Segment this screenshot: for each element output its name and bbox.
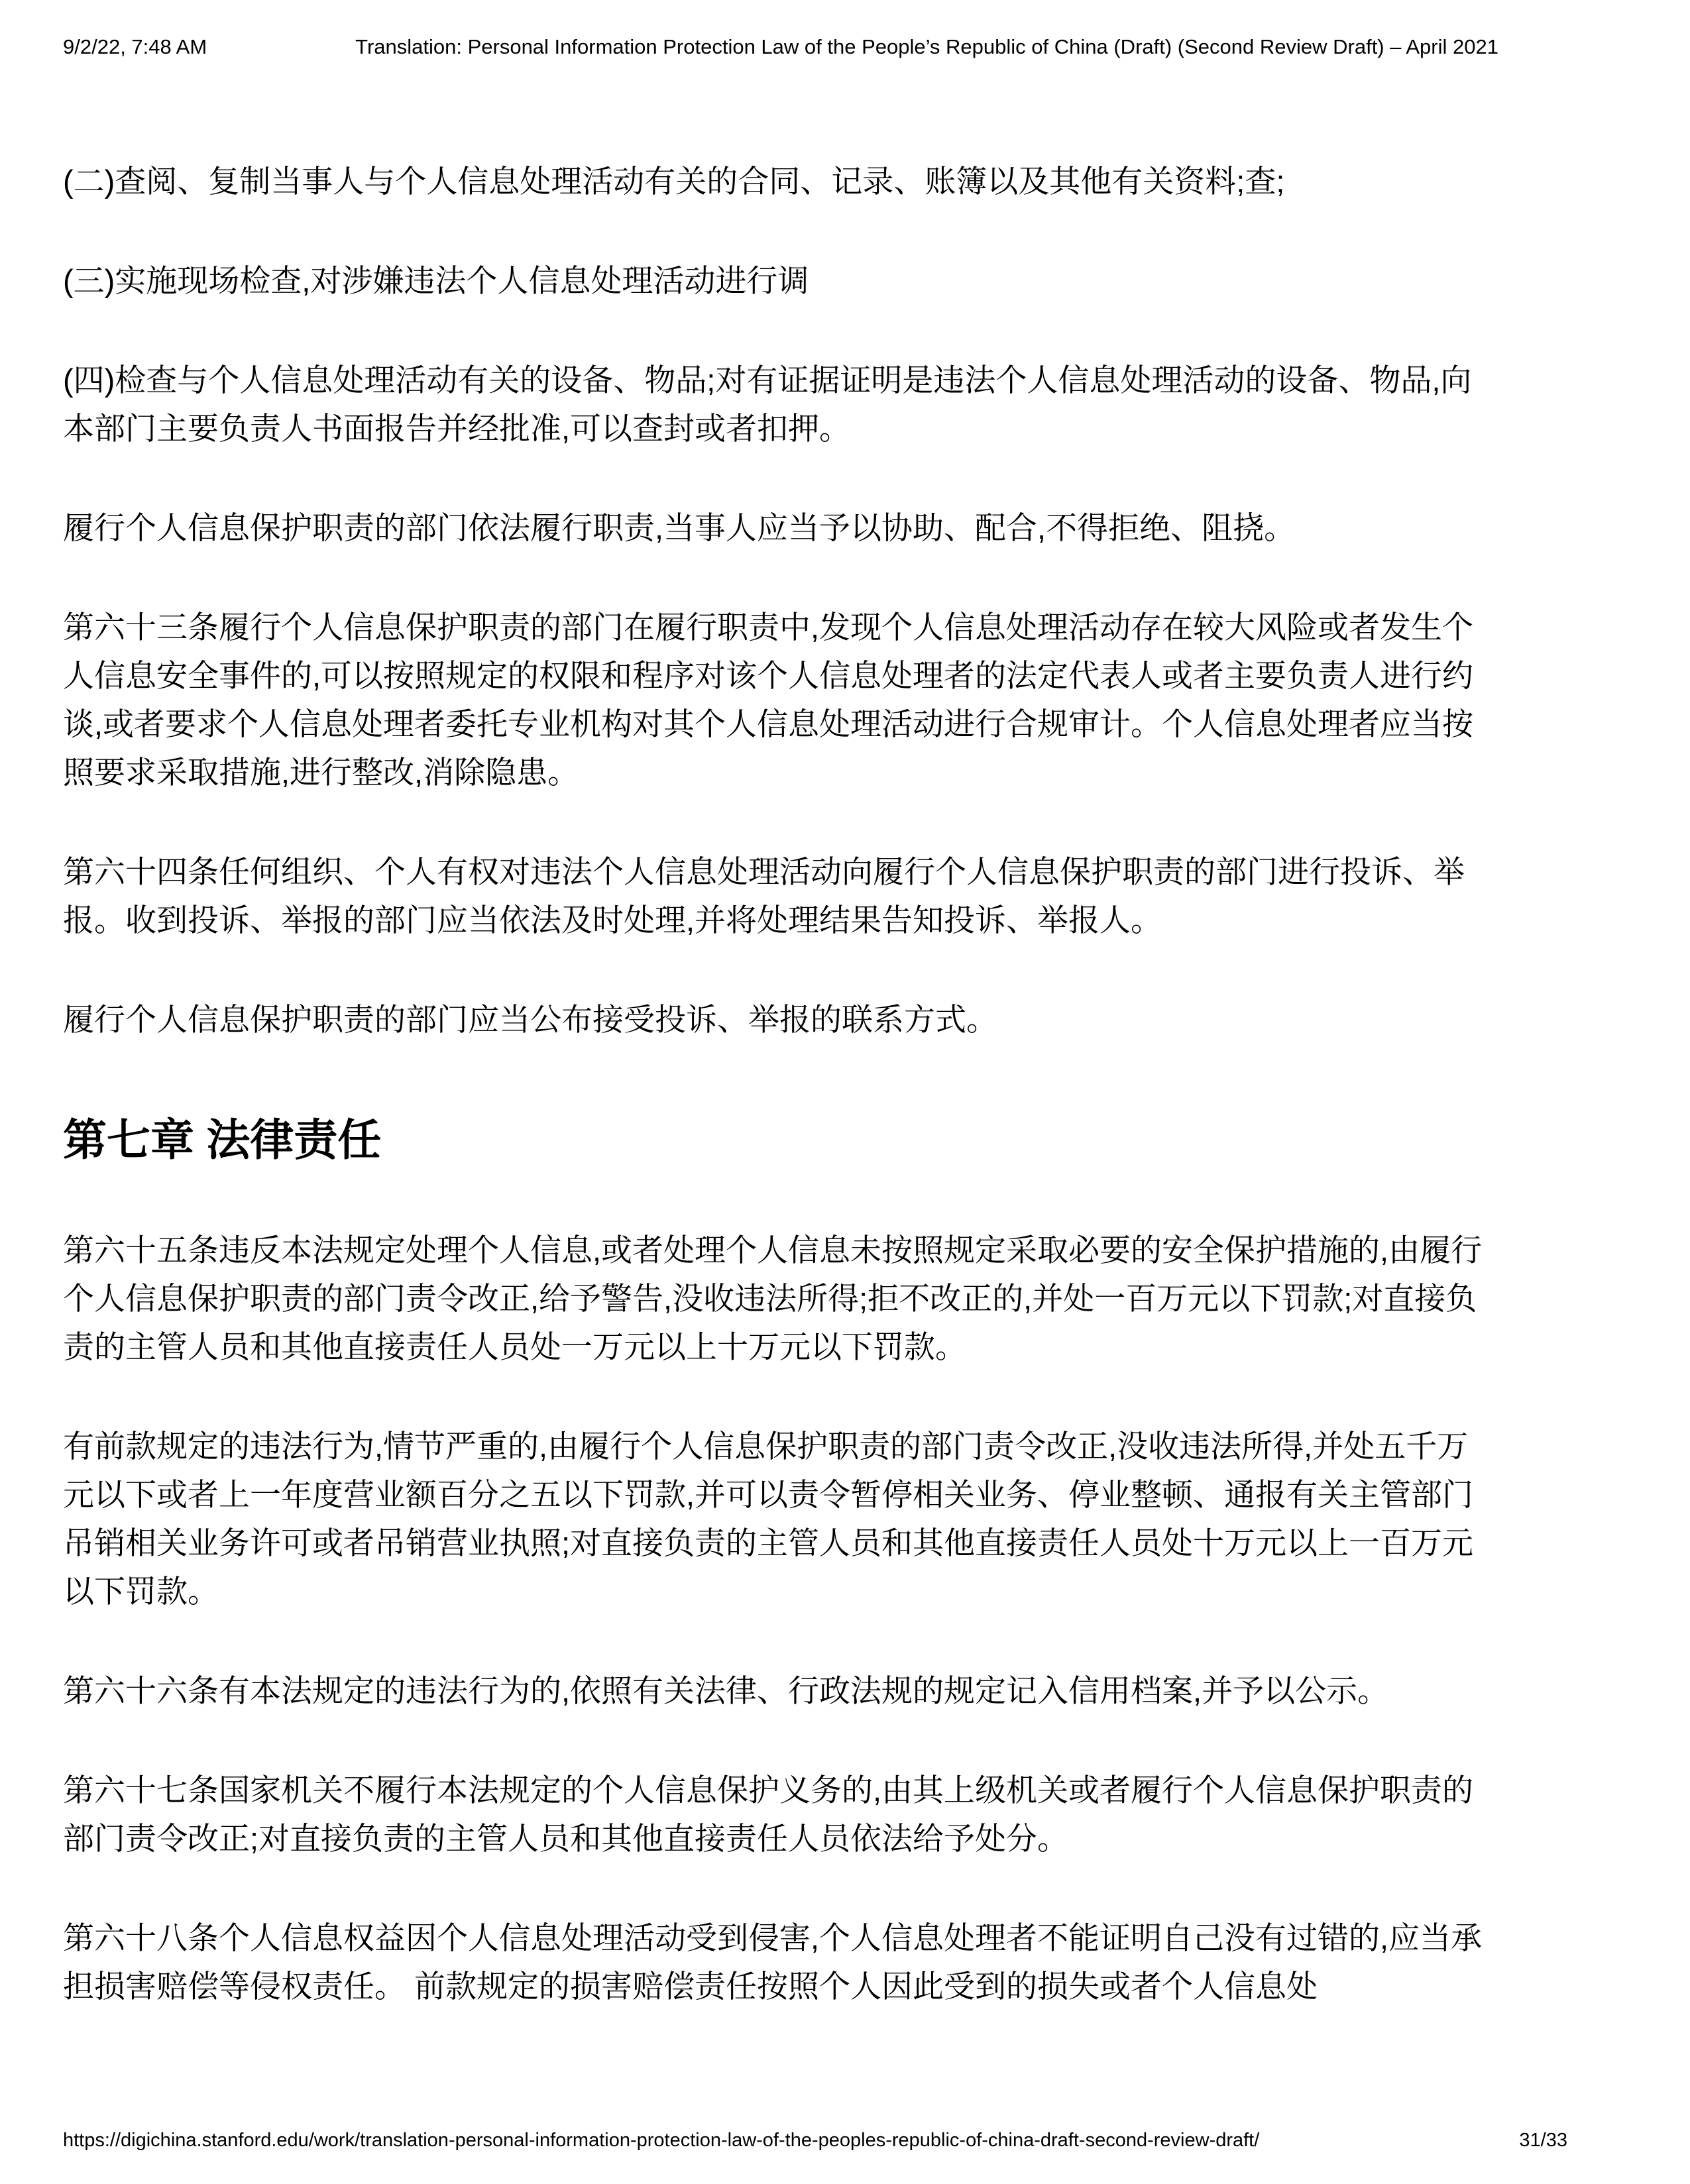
paragraph-clause-4: (四)检查与个人信息处理活动有关的设备、物品;对有证据证明是违法个人信息处理活动的设备、物品,向本部门主要负责人书面报告并经批准,可以查封或者扣押。 [63,362,1472,446]
chapter-7-heading: 第七章 法律责任 [63,1115,382,1164]
print-timestamp: 9/2/22, 7:48 AM [63,35,207,58]
source-url: https://digichina.stanford.edu/work/translation-personal-information-protection-law-of-the-peoples-republic-of-china-draft-second-review-draft/ [63,2130,1260,2152]
paragraph-article-65: 第六十五条违反本法规定处理个人信息,或者处理个人信息未按照规定采取必要的安全保护措施的,由履行个人信息保护职责的部门责令改正,给予警告,没收违法所得;拒不改正的,并处一百万元以下罚款;对直接负责的主管人员和其他直接责任人员处一万元以上十万元以下罚款。 [63,1232,1483,1364]
paragraph-clause-3: (三)实施现场检查,对涉嫌违法个人信息处理活动进行调 [63,263,809,298]
paragraph-article-63: 第六十三条履行个人信息保护职责的部门在履行职责中,发现个人信息处理活动存在较大风险或者发生个人信息安全事件的,可以按照规定的权限和程序对该个人信息处理者的法定代表人或者主要负责人进行约谈,或者要求个人信息处理者委托专业机构对其个人信息处理活动进行合规审计。个人信息处理者应当按照要求采取措施,进行整改,消除隐患。 [63,610,1474,790]
print-header [63,34,1627,59]
paragraph-duty-cooperation: 履行个人信息保护职责的部门依法履行职责,当事人应当予以协助、配合,不得拒绝、阻挠。 [63,510,1296,545]
paragraph-article-66: 第六十六条有本法规定的违法行为的,依照有关法律、行政法规的规定记入信用档案,并予以公示。 [63,1673,1389,1708]
paragraph-article-67: 第六十七条国家机关不履行本法规定的个人信息保护义务的,由其上级机关或者履行个人信息保护职责的部门责令改正;对直接负责的主管人员和其他直接责任人员依法给予处分。 [63,1773,1474,1856]
print-footer [63,2129,1567,2152]
paragraph-article-64: 第六十四条任何组织、个人有权对违法个人信息处理活动向履行个人信息保护职责的部门进行投诉、举报。收到投诉、举报的部门应当依法及时处理,并将处理结果告知投诉、举报人。 [63,854,1465,938]
paragraph-complaint-contact: 履行个人信息保护职责的部门应当公布接受投诉、举报的联系方式。 [63,1002,997,1037]
paragraph-article-65-severe: 有前款规定的违法行为,情节严重的,由履行个人信息保护职责的部门责令改正,没收违法所得,并处五千万元以下或者上一年度营业额百分之五以下罚款,并可以责令暂停相关业务、停业整顿、通报有关主管部门吊销相关业务许可或者吊销营业执照;对直接负责的主管人员和其他直接责任人员处十万元以上一百万元以下罚款。 [63,1429,1474,1609]
document-body [63,106,1498,2061]
print-header-title: Translation: Personal Information Protection Law of the People’s Republic of China (Draft) (Second Review Draft) – April 2021 [355,35,1498,58]
page-number: 31/33 [1519,2130,1567,2152]
paragraph-clause-2: (二)查阅、复制当事人与个人信息处理活动有关的合同、记录、账簿以及其他有关资料;查; [63,164,1285,199]
paragraph-article-68: 第六十八条个人信息权益因个人信息处理活动受到侵害,个人信息处理者不能证明自己没有过错的,应当承担损害赔偿等侵权责任。 前款规定的损害赔偿责任按照个人因此受到的损失或者个人信息处 [63,1920,1483,2004]
